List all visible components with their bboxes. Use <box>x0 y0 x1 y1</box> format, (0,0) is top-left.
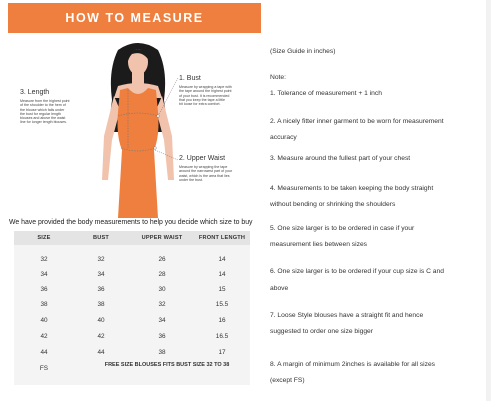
body-figure-illustration <box>88 40 188 218</box>
header-front-length: FRONT LENGTH <box>198 235 246 241</box>
right-arm <box>156 96 174 180</box>
free-size-note: FREE SIZE BLOUSES FITS BUST SIZE 32 TO 38 <box>104 362 230 368</box>
table-cell: 34 <box>158 317 166 324</box>
upper-waist-desc-line: waist, which is the area that lies <box>179 173 230 178</box>
table-cell: 40 <box>40 317 48 324</box>
note-line: 7. Loose Style blouses have a straight fit and hence <box>270 312 424 319</box>
upper-waist-annotation <box>179 155 261 182</box>
note-line: measurement lies between sizes <box>270 241 368 248</box>
upper-waist-desc-line: under the bust. <box>179 177 203 182</box>
bust-marker <box>157 115 160 118</box>
table-cell: 32 <box>97 256 105 263</box>
note-line: 5. One size larger is to be ordered in case if your <box>270 225 415 232</box>
bust-annotation <box>179 75 261 106</box>
note-label: Note: <box>270 74 286 81</box>
bust-desc-line: of your bust. It is recommended <box>179 93 230 98</box>
table-cell: 36 <box>40 286 48 293</box>
table-cell: 17 <box>218 349 226 356</box>
length-desc-line: line for longer length blouses. <box>20 120 67 125</box>
length-desc-line: of the shoulder to the hem of <box>20 103 66 108</box>
table-cell: 14 <box>218 256 226 263</box>
table-cell: 26 <box>158 256 166 263</box>
bust-desc-line: Measure by wrapping a tape with <box>179 85 232 89</box>
note-line: 1. Tolerance of measurement + 1 inch <box>270 90 382 97</box>
table-cell: 16 <box>218 317 226 324</box>
note-line: 3. Measure around the fullest part of your chest <box>270 155 411 162</box>
table-cell: 28 <box>158 271 166 278</box>
orange-top <box>118 88 159 218</box>
note-line: accuracy <box>270 134 297 141</box>
table-cell: 14 <box>218 271 226 278</box>
table-cell: 36 <box>97 286 105 293</box>
table-cell: 36 <box>158 333 166 340</box>
bust-desc-line: bit loose for extra comfort. <box>179 102 221 107</box>
table-cell: 40 <box>97 317 105 324</box>
table-cell: 32 <box>40 256 48 263</box>
table-cell: 16.5 <box>215 333 229 340</box>
table-cell: 38 <box>158 349 166 356</box>
header-upper-waist: UPPER WAIST <box>141 235 183 241</box>
length-desc-line: the bust for regular length <box>20 111 61 116</box>
length-heading: 3. Length <box>20 89 50 96</box>
note-line: without bending or shrinking the shoulders <box>270 201 396 208</box>
table-cell: 15 <box>218 286 226 293</box>
table-cell: 15.5 <box>215 301 229 308</box>
note-line: suggested to order one size bigger <box>270 328 373 335</box>
length-desc-line: blouses and above the waist <box>20 116 66 121</box>
table-cell: 42 <box>97 333 105 340</box>
upper-waist-desc-line: around the narrowest part of your <box>179 169 233 174</box>
upper-waist-desc-line: Measure by wrapping the tape <box>179 165 228 169</box>
banner-title: HOW TO MEASURE <box>8 3 261 33</box>
bust-desc-line: that you keep the tape a little <box>179 97 225 102</box>
length-desc-line: the blouse which falls under <box>20 107 65 112</box>
note-line: above <box>270 285 289 292</box>
left-arm <box>102 96 120 180</box>
table-cell: 30 <box>158 286 166 293</box>
table-cell: 38 <box>40 301 48 308</box>
table-cell: 38 <box>97 301 105 308</box>
note-line: (except FS) <box>270 377 305 384</box>
scrollbar[interactable] <box>486 0 491 401</box>
header-size: SIZE <box>37 235 51 241</box>
header-bust: BUST <box>92 235 110 241</box>
free-size-cell: FS <box>39 365 49 372</box>
waist-marker <box>154 147 157 150</box>
bust-desc-line: the tape around the highest point <box>179 89 232 94</box>
note-line: 6. One size larger is to be ordered if your cup size is C and <box>270 268 444 275</box>
size-guide-notes <box>270 0 491 401</box>
bust-heading: 1. Bust <box>179 75 201 82</box>
table-cell: 42 <box>40 333 48 340</box>
table-cell: 44 <box>40 349 48 356</box>
note-line: 8. A margin of minimum 2inches is available for all sizes <box>270 361 436 368</box>
size-guide-label: (Size Guide in inches) <box>270 48 336 55</box>
table-cell: 44 <box>97 349 105 356</box>
length-desc-line: Measure from the highest point <box>20 99 70 103</box>
table-cell: 34 <box>40 271 48 278</box>
table-cell: 32 <box>158 301 166 308</box>
intro-text: We have provided the body measurements to help you decide which size to buy <box>9 219 253 226</box>
note-line: 4. Measurements to be taken keeping the body straight <box>270 185 434 192</box>
length-annotation <box>20 89 86 125</box>
table-cell: 34 <box>97 271 105 278</box>
size-chart-table <box>14 231 250 385</box>
upper-waist-heading: 2. Upper Waist <box>179 155 226 162</box>
note-line: 2. A nicely fitter inner garment to be worn for measurement <box>270 118 444 125</box>
